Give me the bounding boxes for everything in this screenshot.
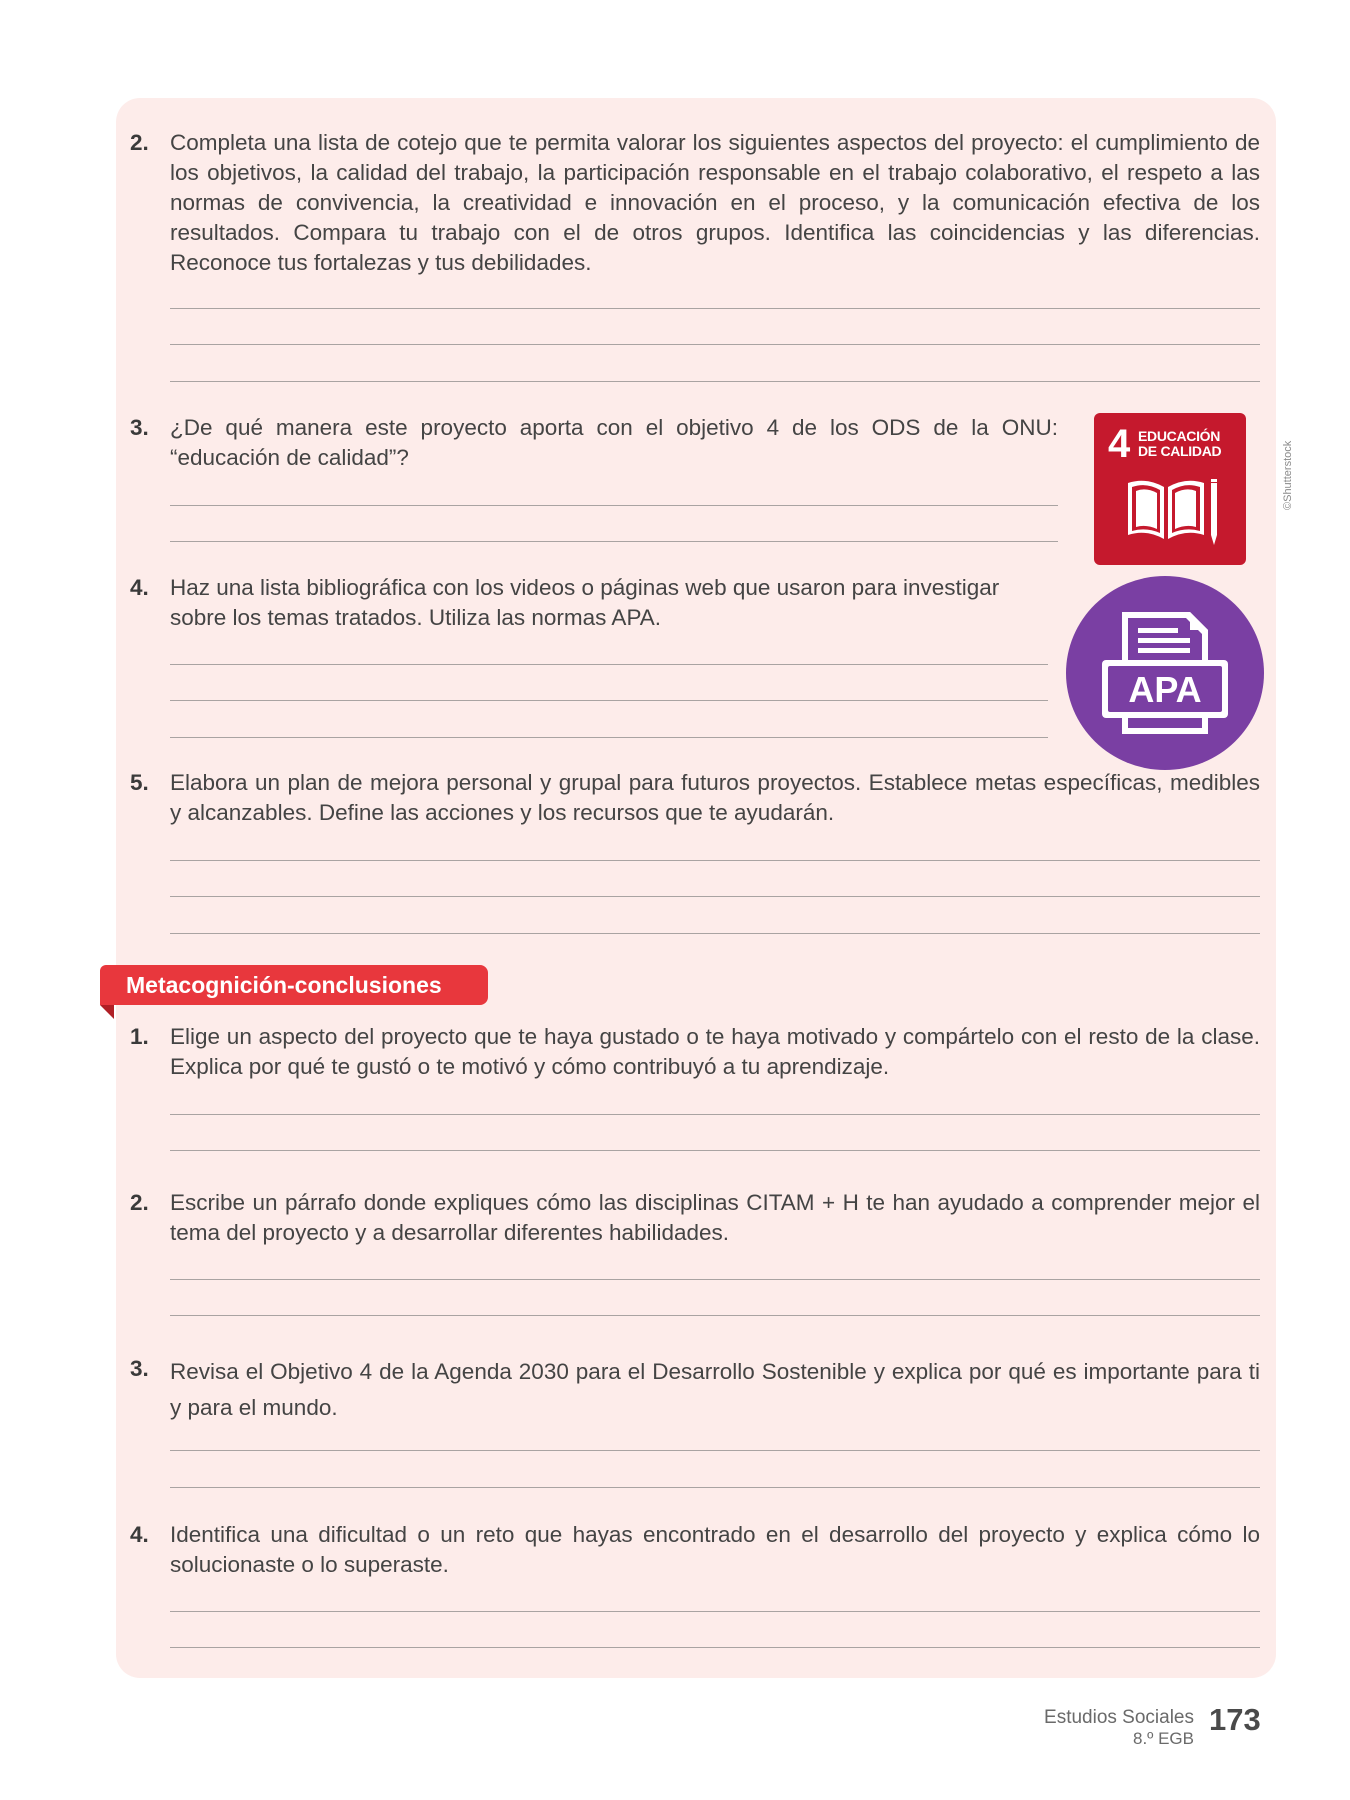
sdg-4-quality-education-icon: [1094, 413, 1246, 565]
answer-line[interactable]: [170, 1150, 1260, 1151]
question-text: Elige un aspecto del proyecto que te haya gustado o te haya motivado y compártelo con el resto de la clase. Explica por qué te gustó o te motivó y cómo contribuyó a tu aprendizaje.: [170, 1024, 1260, 1079]
question-number: 3.: [130, 1356, 149, 1381]
question-number: 1.: [130, 1024, 149, 1049]
answer-line[interactable]: [170, 308, 1260, 309]
footer-subject: Estudios Sociales: [1044, 1707, 1194, 1728]
question-text: ¿De qué manera este proyecto aporta con el objetivo 4 de los ODS de la ONU: “educación de calidad”?: [170, 415, 1058, 470]
answer-line[interactable]: [170, 737, 1048, 738]
question-number: 3.: [130, 415, 149, 440]
question-number: 2.: [130, 130, 149, 155]
answer-line[interactable]: [170, 1279, 1260, 1280]
sdg-number: 4: [1108, 422, 1131, 466]
sdg-label-line2: DE CALIDAD: [1138, 443, 1222, 459]
section-title-badge: Metacognición-conclusiones: [100, 965, 488, 1005]
apa-document-icon: [1066, 576, 1264, 770]
answer-line[interactable]: [170, 1114, 1260, 1115]
badge-fold: [100, 1005, 114, 1019]
page-number: 173: [1209, 1702, 1261, 1737]
answer-line[interactable]: [170, 1315, 1260, 1316]
answer-line[interactable]: [170, 896, 1260, 897]
question-number: 4.: [130, 1522, 149, 1547]
question-number: 5.: [130, 770, 149, 795]
question-text: Completa una lista de cotejo que te permita valorar los siguientes aspectos del proyecto: el cumplimiento de los objetivos, la calidad del trabajo, la participación responsable en el trabajo colaborativo, el respeto a las normas de convivencia, la creatividad e innovación en el proceso, y la comunicación efectiva de los resultados. Compara tu trabajo con el de otros grupos. Identifica las coincidencias y las diferencias. Reconoce tus fortalezas y tus debilidades.: [170, 130, 1260, 275]
question-text: Elabora un plan de mejora personal y grupal para futuros proyectos. Establece metas específicas, medibles y alcanzables. Define las acciones y los recursos que te ayudarán.: [170, 770, 1260, 825]
answer-line[interactable]: [170, 1611, 1260, 1612]
question-text: Haz una lista bibliográfica con los videos o páginas web que usaron para investigar sobre los temas tratados. Utiliza las normas APA.: [170, 575, 1000, 630]
apa-label: APA: [1128, 669, 1202, 710]
answer-line[interactable]: [170, 344, 1260, 345]
answer-line[interactable]: [170, 1647, 1260, 1648]
question-text: Escribe un párrafo donde expliques cómo las disciplinas CITAM + H te han ayudado a comprender mejor el tema del proyecto y a desarrollar diferentes habilidades.: [170, 1190, 1260, 1245]
answer-line[interactable]: [170, 1450, 1260, 1451]
answer-line[interactable]: [170, 1487, 1260, 1488]
answer-line[interactable]: [170, 933, 1260, 934]
answer-line[interactable]: [170, 664, 1048, 665]
question-number: 2.: [130, 1190, 149, 1215]
book-pencil-icon: [1124, 477, 1224, 549]
answer-line[interactable]: [170, 541, 1058, 542]
answer-line[interactable]: [170, 505, 1058, 506]
answer-line[interactable]: [170, 381, 1260, 382]
question-number: 4.: [130, 575, 149, 600]
activity-panel: [116, 98, 1276, 1678]
question-text: Identifica una dificultad o un reto que hayas encontrado en el desarrollo del proyecto y explica cómo lo solucionaste o lo superaste.: [170, 1522, 1260, 1577]
image-credit: ©Shutterstock: [1282, 440, 1294, 510]
answer-line[interactable]: [170, 700, 1048, 701]
answer-line[interactable]: [170, 860, 1260, 861]
footer-grade: 8.º EGB: [1132, 1729, 1194, 1748]
question-text: Revisa el Objetivo 4 de la Agenda 2030 para el Desarrollo Sostenible y explica por qué es importante para ti y para el mundo.: [170, 1359, 1260, 1420]
sdg-label-line1: EDUCACIÓN: [1138, 428, 1221, 444]
